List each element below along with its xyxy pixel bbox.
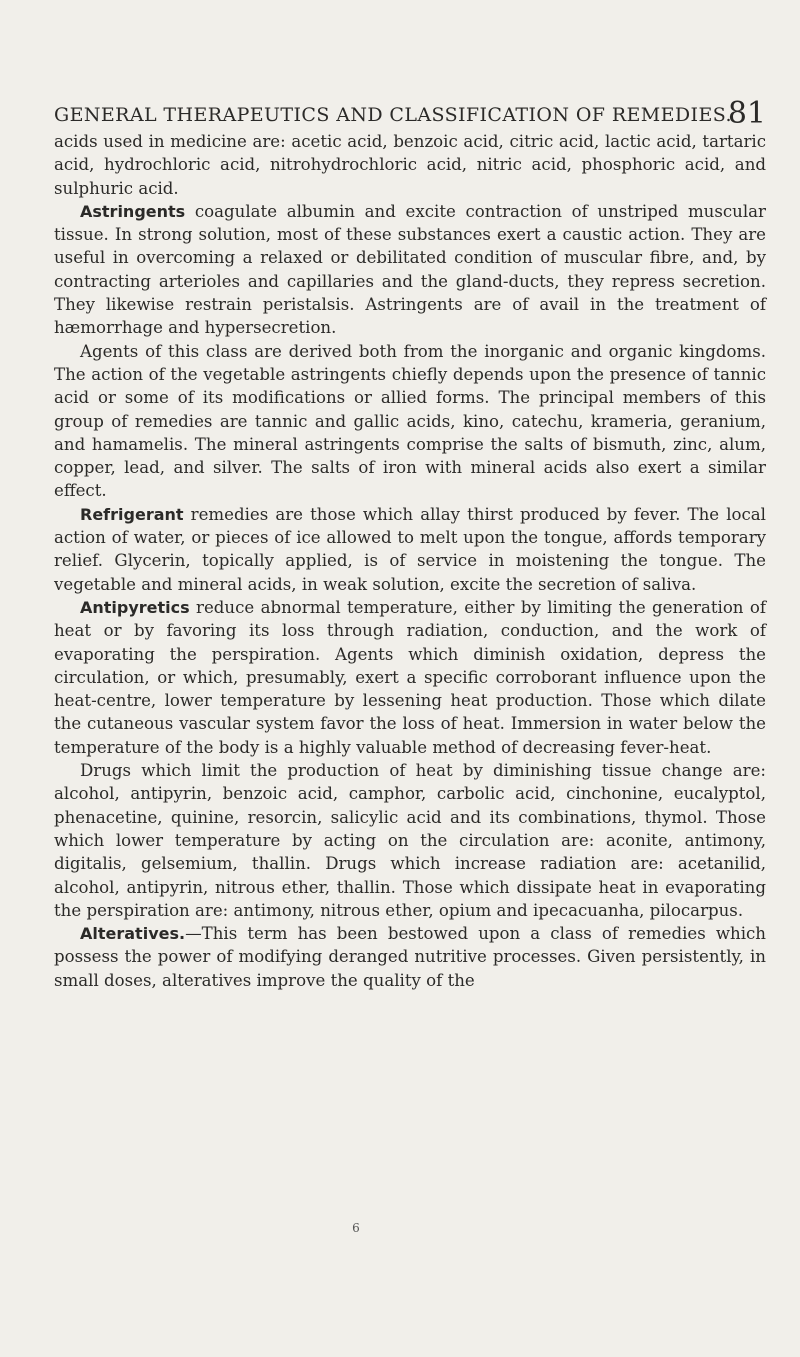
paragraph-acids-list (54, 130, 766, 200)
paragraph-astringents (54, 200, 766, 340)
term-heading: Antipyretics (80, 597, 190, 617)
paragraph-refrigerant (54, 503, 766, 596)
paragraph-text: remedies are those which allay thirst produced by fever. The local action of water, or pieces of ice allowed to melt upon the tongue, affords temporary relief. Glycerin, topically applied, is of service in moistening the tongue. The vegetable and mineral acids, in weak solution, excite the secretion of saliva. (54, 504, 766, 594)
paragraph-text: —This term has been bestowed upon a class of remedies which possess the power of modifying deranged nutritive processes. Given persistently, in small doses, alteratives improve the quality of the (54, 924, 766, 990)
book-page (54, 90, 766, 992)
term-heading: Alteratives. (80, 924, 186, 944)
paragraph-text: reduce abnormal temperature, either by limiting the generation of heat or by favoring its loss through radiation, conduction, and the work of evaporating the perspiration. Agents which diminish oxidation, depress the circulation, or which, presumably, exert a specific corroborant influence upon the heat-centre, lower temperature by lessening heat production. Those which dilate the cutaneous vascular system favor the loss of heat. Immersion in water below the temperature of the body is a highly valuable method of decreasing fever-heat. (54, 597, 766, 757)
page-number: 81 (727, 96, 766, 131)
body-text (54, 130, 766, 992)
paragraph-text: acids used in medicine are: acetic acid, benzoic acid, citric acid, lactic acid, tartaric acid, hydrochloric acid, nitrohydrochloric acid, nitric acid, phosphoric acid, and sulphuric acid. (54, 132, 766, 198)
paragraph-astringent-agents (54, 340, 766, 503)
paragraph-text: Agents of this class are derived both from the inorganic and organic kingdoms. The action of the vegetable astringents chiefly depends upon the presence of tannic acid or some of its modifications or allied forms. The principal members of this group of remedies are tannic and gallic acids, kino, catechu, krameria, geranium, and hamamelis. The mineral astringents comprise the salts of bismuth, zinc, alum, copper, lead, and silver. The salts of iron with mineral acids also exert a similar effect. (54, 341, 766, 501)
paragraph-antipyretic-drugs (54, 759, 766, 922)
paragraph-antipyretics (54, 596, 766, 759)
signature-mark: 6 (352, 1221, 360, 1235)
term-heading: Astringents (80, 201, 186, 221)
paragraph-text: coagulate albumin and excite contraction of unstriped muscular tissue. In strong solution, most of these substances exert a caustic action. They are useful in overcoming a relaxed or debilitated condition of muscular fibre, and, by contracting arterioles and capillaries and the gland-ducts, they repress secretion. They likewise restrain peristalsis. Astringents are of avail in the treatment of hæmorrhage and hypersecretion. (54, 201, 766, 338)
term-heading: Refrigerant (80, 504, 184, 524)
paragraph-alteratives (54, 922, 766, 992)
running-title: GENERAL THERAPEUTICS AND CLASSIFICATION OF REMEDIES. (54, 104, 732, 126)
paragraph-text: Drugs which limit the production of heat by diminishing tissue change are: alcohol, antipyrin, benzoic acid, camphor, carbolic acid, cinchonine, eucalyptol, phenacetine, quinine, resorcin, salicylic acid and its combinations, thymol. Those which lower temperature by acting on the circulation are: aconite, antimony, digitalis, gelsemium, thallin. Drugs which increase radiation are: acetanilid, alcohol, antipyrin, nitrous ether, thallin. Those which dissipate heat in evaporating the perspiration are: antimony, nitrous ether, opium and ipecacuanha, pilocarpus. (54, 761, 766, 920)
running-head (54, 90, 766, 130)
